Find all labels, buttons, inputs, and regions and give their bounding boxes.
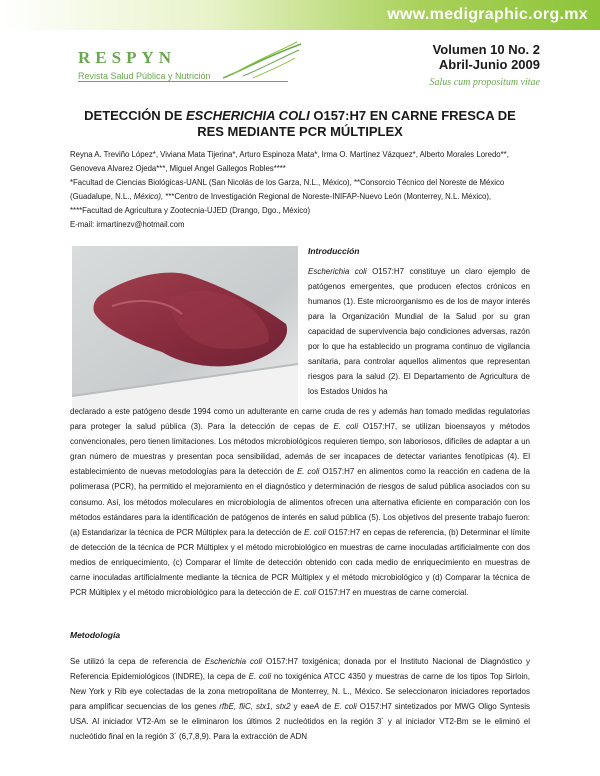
article-title bbox=[70, 108, 530, 140]
logo-wordmark: RESPYN bbox=[78, 48, 177, 67]
issue-info bbox=[430, 42, 540, 90]
author-list: Reyna A. Treviño López*, Viviana Mata Tijerina*, Arturo Espinoza Mata*, Irma O. Martínez Vázquez*, Alberto Morales Loredo**, Genoveva Alvarez Ojeda***, Miguel Angel Gallegos Robles**** bbox=[70, 150, 509, 173]
journal-logo bbox=[78, 48, 298, 88]
leaf-icon bbox=[223, 40, 303, 80]
logo-subtitle: Revista Salud Pública y Nutrición bbox=[78, 71, 211, 81]
journal-motto: Salus cum propositum vitae bbox=[429, 77, 540, 88]
beef-sample-photo bbox=[72, 246, 298, 410]
title-species: ESCHERICHIA COLI bbox=[185, 108, 310, 123]
intro-body-text: declarado a este patógeno desde 1994 como un adulterante en carne cruda de res y además han tomado medidas regulatorias para proteger la salud pública (3). Para la detección de cepas de E. coli O157:H7, se utilizan bioensayos y métodos convencionales, pero tienen limitaciones. Los métodos microbiológicos requieren tiempo, son laboriosos, difíciles de adaptar a un gran número de muestras y presentan poca sensibilidad, además de ser incapaces de detectar variantes fenotípicas (4). El establecimiento de nuevas metodologías para la detección de E. coli O157:H7 en alimentos como la reacción en cadena de la polimerasa (PCR), ha permitido el mejoramiento en el diagnóstico y determinación de riesgos de salud pública asociados con su consumo. Así, los métodos moleculares en microbiología de alimentos ofrecen una alternativa eficiente en comparación con los métodos estándares para la identificación de patógenos de interés en salud pública (5). Los objetivos del presente trabajo fueron: (a) Estandarizar la técnica de PCR Múltiplex para la detección de E. coli O157:H7 en cepas de referencia, (b) Determinar el límite de detección de la técnica de PCR Múltiplex y el método microbiológico en muestras de carne inoculadas artificialmente con dos medios de enriquecimiento, (c) Comparar el límite de detección obtenido con cada medio de enriquecimiento en muestras de carne inoculadas artificialmente mediante la técnica de PCR Múltiplex y el método microbiológico y (d) Comparar la técnica de PCR Múltiplex y el método microbiológico para la detección de E. coli O157:H7 en muestras de carne comercial. bbox=[70, 407, 531, 598]
site-url[interactable]: www.medigraphic.org.mx bbox=[387, 6, 588, 23]
contact-email: E-mail: irmartinezv@hotmail.com bbox=[70, 220, 185, 229]
logo-divider bbox=[78, 81, 288, 82]
header-bar bbox=[0, 0, 600, 30]
volume-number: Volumen 10 No. 2 bbox=[432, 42, 540, 57]
methods-body-text: Se utilizó la cepa de referencia de Escherichia coli O157:H7 toxigénica; donada por el Instituto Nacional de Diagnóstico y Referencia Epidemiológicos (INDRE), la cepa de E. coli no toxigénica ATCC 4350 y muestras de carne de los tipos Top Sirloin, New York y Rib eye colectadas de la zona metropolitana de Monterrey, N. L., México. Se seleccionaron iniciadores reportados para amplificar secuencias de los genes rfbE, fliC, stx1, stx2 y eaeA de E. coli O157:H7 sintetizados por MWG Oligo Syntesis USA. Al iniciador VT2-Am se le eliminaron los últimos 2 nucleótidos en la región 3´ y al iniciador VT2-Bm se le eliminó el nucleótido final en la región 3´ (6,7,8,9). Para la extracción de ADN bbox=[70, 657, 531, 742]
intro-heading: Introducción bbox=[308, 246, 360, 256]
methods-heading: Metodología bbox=[70, 630, 121, 640]
article-meta bbox=[70, 148, 530, 232]
title-part-1: DETECCIÓN DE bbox=[84, 108, 186, 123]
issue-date: Abril-Junio 2009 bbox=[438, 57, 540, 72]
title-part-2: O157:H7 EN CARNE FRESCA DE RES MEDIANTE PCR MÚLTIPLEX bbox=[197, 108, 516, 139]
intro-column-text: Escherichia coli O157:H7 constituye un claro ejemplo de patógenos emergentes, que producen efectos crónicos en humanos (1). Este microorganismo es de los de mayor interés para la Organización Mundial de la Salud por su gran capacidad de supervivencia bajo condiciones adversas, razón por lo que ha establecido un programa continuo de vigilancia sanitaria, para controlar aquellos alimentos que representan riesgos para la salud (2). El Departamento de Agricultura de los Estados Unidos ha bbox=[308, 267, 531, 396]
affiliations: *Facultad de Ciencias Biológicas-UANL (San Nicolás de los Garza, N.L., México), **Consorcio Técnico del Noreste de México (Guadalupe, N.L., México), ***Centro de Investigación Regional de Noreste-INIFAP-Nuevo León (Monterrey, N.L. México), ****Facultad de Agricultura y Zootecnia-UJED (Drango, Dgo., México) bbox=[70, 178, 505, 215]
